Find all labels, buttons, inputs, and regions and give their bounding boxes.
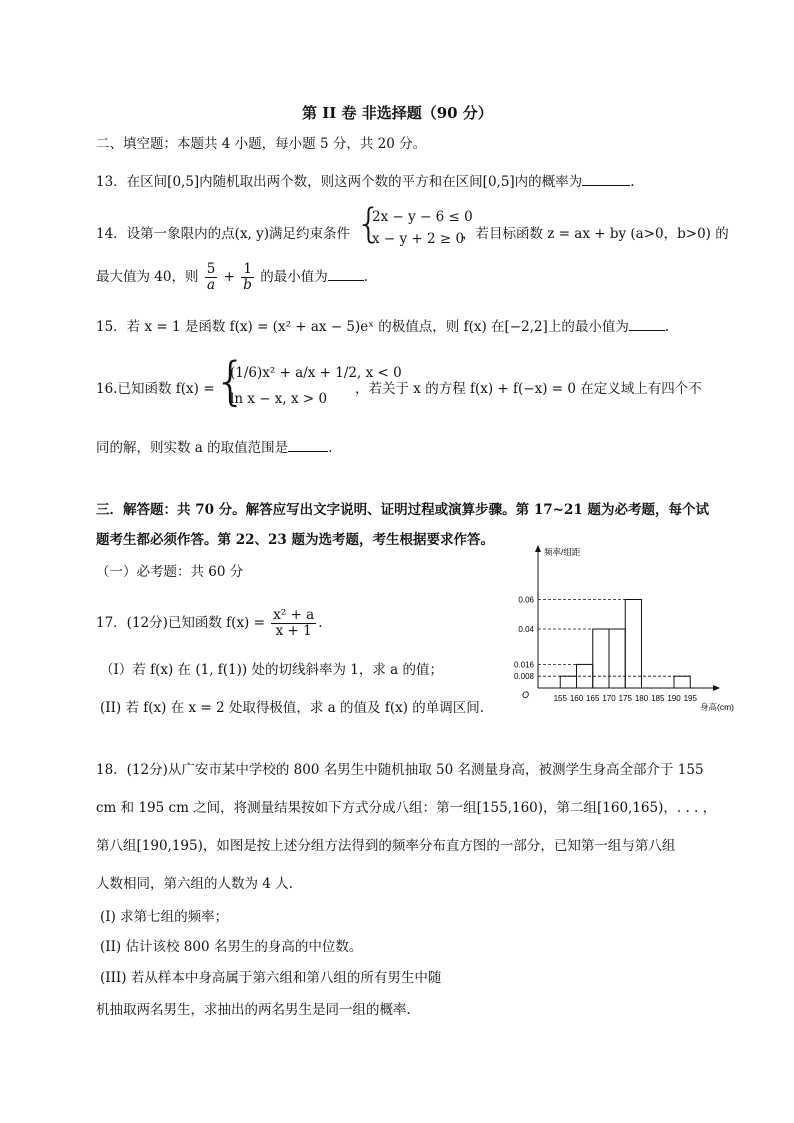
q17-fraction xyxy=(271,608,316,639)
question-17 xyxy=(96,608,323,639)
x-tick-label: 190 xyxy=(667,694,681,703)
required-label: （一）必考题：共 60 分 xyxy=(96,564,244,580)
x-tick-label: 175 xyxy=(618,694,632,703)
question-16-text: ，若关于 x 的方程 f(x) + f(−x) = 0 在定义域上有四个不 xyxy=(355,381,702,397)
question-13-text: 13．在区间[0,5]内随机取出两个数，则这两个数的平方和在区间[0,5]内的概率为 xyxy=(96,174,583,190)
x-tick-label: 180 xyxy=(634,694,649,703)
x-tick-label: 160 xyxy=(569,694,584,703)
answer-blank xyxy=(328,268,364,281)
solve-heading-line1: 三．解答题：共 70 分。解答应写出文字说明、证明过程或演算步骤。第 17~21 题为必考题，每个试 xyxy=(96,502,709,518)
fill-blank-heading: 二、填空题：本题共 4 小题，每小题 5 分，共 20 分。 xyxy=(96,136,427,152)
question-18-line4: 人数相同，第六组的人数为 4 人. xyxy=(96,876,293,892)
question-18-line1: 18．(12分)从广安市某中学校的 800 名男生中随机抽取 50 名测量身高，被测学生身高全部介于 155 xyxy=(96,762,704,778)
answer-blank xyxy=(582,173,630,186)
question-18-part-ii: (II) 估计该校 800 名男生的身高的中位数。 xyxy=(100,939,363,955)
x-tick-label: 170 xyxy=(602,694,616,703)
answer-blank xyxy=(629,318,665,331)
x-tick-label: 165 xyxy=(586,694,600,703)
y-axis-label: 频率/组距 xyxy=(544,547,581,557)
numerator: x² + a xyxy=(273,607,315,623)
y-axis-arrow xyxy=(535,545,541,552)
histogram-bar xyxy=(593,629,609,688)
denominator: b xyxy=(243,276,252,293)
origin-label: O xyxy=(522,690,530,700)
numerator: 1 xyxy=(243,261,252,277)
question-16-start: 16.已知函数 f(x) = xyxy=(96,381,215,397)
question-15-text: 15．若 x = 1 是函数 f(x) = (x² + ax − 5)eˣ 的极值点，则 f(x) 在[−2,2]上的最小值为 xyxy=(96,319,629,335)
histogram-bar xyxy=(560,676,576,688)
q14-text: 最大值为 40，则 xyxy=(96,268,199,285)
case-2: ln x − x, x > 0 xyxy=(230,391,328,407)
histogram-bar xyxy=(674,676,690,688)
question-17-part-i: （Ⅰ）若 f(x) 在 (1, f(1)) 处的切线斜率为 1，求 a 的值； xyxy=(100,662,443,678)
x-tick-label: 195 xyxy=(683,694,697,703)
q16-tail: 同的解，则实数 a 的取值范围是 xyxy=(96,440,289,456)
question-18-part-i: (I) 求第七组的频率； xyxy=(100,909,229,925)
x-tick-label: 185 xyxy=(651,694,665,703)
denominator: a xyxy=(207,276,216,293)
question-18-line2: cm 和 195 cm 之间，将测量结果按如下方式分成八组：第一组[155,160)，第二组[160,165)，. . . ， xyxy=(96,800,717,816)
question-14-end: 最大值为 40，则 $\frac{5}{a}$ + $\frac{1}{b}$ 的最小值为 . xyxy=(96,261,369,293)
histogram-bar xyxy=(609,629,625,688)
denominator: x + 1 xyxy=(275,622,312,639)
question-16-end: 同的解，则实数 a 的取值范围是 . xyxy=(96,440,333,456)
numerator: 5 xyxy=(206,261,216,277)
y-tick-label: 0.04 xyxy=(518,625,534,634)
constraint-1: 2x − y − 6 ≤ 0 xyxy=(372,209,473,225)
fraction-5-over-a xyxy=(205,262,218,293)
x-axis-arrow xyxy=(713,685,720,691)
brace-symbol: { xyxy=(214,352,248,412)
question-17-text: 17．(12分)已知函数 f(x) = xyxy=(96,614,265,631)
case-1: (1/6)x² + a/x + 1/2, x < 0 xyxy=(230,365,402,381)
question-17-part-ii: (II) 若 f(x) 在 x = 2 处取得极值，求 a 的值及 f(x) 的单调区间. xyxy=(100,700,485,716)
y-tick-label: 0.016 xyxy=(513,660,534,670)
histogram-group xyxy=(514,545,734,712)
answer-blank xyxy=(288,439,328,452)
question-18-part-iii-cont: 机抽取两名男生，求抽出的两名男生是同一组的概率. xyxy=(96,1002,411,1018)
solve-heading-line2: 题考生都必须作答。第 22、23 题为选考题，考生根据要求作答。 xyxy=(96,532,494,548)
constraint-system xyxy=(372,206,473,250)
histogram-bar xyxy=(625,600,641,689)
fraction-1-over-b xyxy=(241,262,254,293)
y-tick-label: 0.008 xyxy=(513,672,534,682)
q14-tail: 的最小值为 xyxy=(260,268,328,285)
question-13: 13．在区间[0,5]内随机取出两个数，则这两个数的平方和在区间[0,5]内的概率为 . xyxy=(96,174,635,190)
frequency-histogram xyxy=(498,538,760,724)
question-18-part-iii: (III) 若从样本中身高属于第六组和第八组的所有男生中随 xyxy=(100,970,442,986)
question-14-objective: ，若目标函数 z = ax + by (a>0，b>0) 的 xyxy=(462,226,729,242)
period: . xyxy=(318,614,323,631)
y-tick-label: 0.06 xyxy=(518,595,534,605)
section-title: 第 II 卷 非选择题（90 分） xyxy=(302,104,493,122)
x-tick-label: 155 xyxy=(553,694,567,703)
constraint-2: x − y + 2 ≥ 0 xyxy=(372,231,465,247)
question-18-line3: 第八组[190,195)，如图是按上述分组方法得到的频率分布直方图的一部分，已知第一组与第八组 xyxy=(96,838,676,854)
question-15: 15．若 x = 1 是函数 f(x) = (x² + ax − 5)eˣ 的极值点，则 f(x) 在[−2,2]上的最小值为 . xyxy=(96,319,670,335)
plus-sign: + xyxy=(223,268,235,285)
question-14-start: 14．设第一象限内的点(x, y)满足约束条件 xyxy=(96,226,351,242)
x-axis-label: 身高(cm) xyxy=(700,702,734,712)
brace-symbol: { xyxy=(356,201,382,247)
